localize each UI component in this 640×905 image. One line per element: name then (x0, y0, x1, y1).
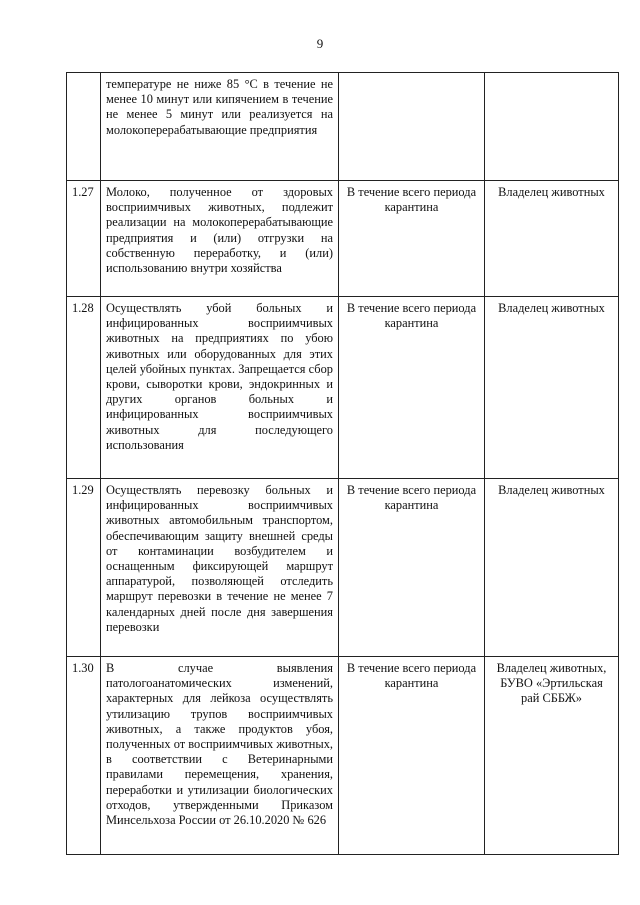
measure-text: Молоко, полученное от здоровых восприимчивых животных, подлежит реализации на молокоперерабатывающие предприятия и (или) отгрузки на собственную переработку, и (или) использованию внутри хозяйства (101, 181, 339, 297)
table-row (67, 657, 619, 855)
table-row (67, 181, 619, 297)
term-text: В течение всего периода карантина (339, 657, 485, 855)
row-number: 1.28 (67, 297, 101, 479)
term-text: В течение всего периода карантина (339, 181, 485, 297)
row-number: 1.30 (67, 657, 101, 855)
row-number: 1.29 (67, 479, 101, 657)
term-text: В течение всего периода карантина (339, 479, 485, 657)
responsible-text (485, 73, 619, 181)
responsible-text: Владелец животных (485, 181, 619, 297)
measure-text: Осуществлять перевозку больных и инфицированных восприимчивых животных автомобильным транспортом, обеспечивающим защиту внешней среды от контаминации возбудителем и оснащенным фиксирующей маршрут аппаратурой, позволяющей отследить маршрут перевозки в течение не менее 7 календарных дней после дня завершения перевозки (101, 479, 339, 657)
page-number: 9 (316, 36, 324, 51)
row-number: 1.27 (67, 181, 101, 297)
table-row (67, 297, 619, 479)
responsible-text: Владелец животных (485, 479, 619, 657)
table-row (67, 73, 619, 181)
row-number (67, 73, 101, 181)
table-row (67, 479, 619, 657)
responsible-text: Владелец животных, БУВО «Эртильская рай СББЖ» (485, 657, 619, 855)
responsible-text: Владелец животных (485, 297, 619, 479)
measure-text: В случае выявления патологоанатомических изменений, характерных для лейкоза осуществлять утилизацию трупов восприимчивых животных, а также продуктов убоя, полученных от восприимчивых животных, в соответствии с Ветеринарными правилами перемещения, хранения, переработки и утилизации биологических отходов, утвержденными Приказом Минсельхоза России от 26.10.2020 № 626 (101, 657, 339, 855)
measure-text: температуре не ниже 85 °С в течение не менее 10 минут или кипячением в течение не менее 5 минут или реализуется на молокоперерабатывающие предприятия (101, 73, 339, 181)
term-text: В течение всего периода карантина (339, 297, 485, 479)
measures-table (66, 72, 619, 855)
term-text (339, 73, 485, 181)
measure-text: Осуществлять убой больных и инфицированных восприимчивых животных на предприятиях по убою животных или оборудованных для этих целей убойных пунктах. Запрещается сбор крови, сыворотки крови, эндокринных и других органов больных и инфицированных восприимчивых животных для последующего использования (101, 297, 339, 479)
